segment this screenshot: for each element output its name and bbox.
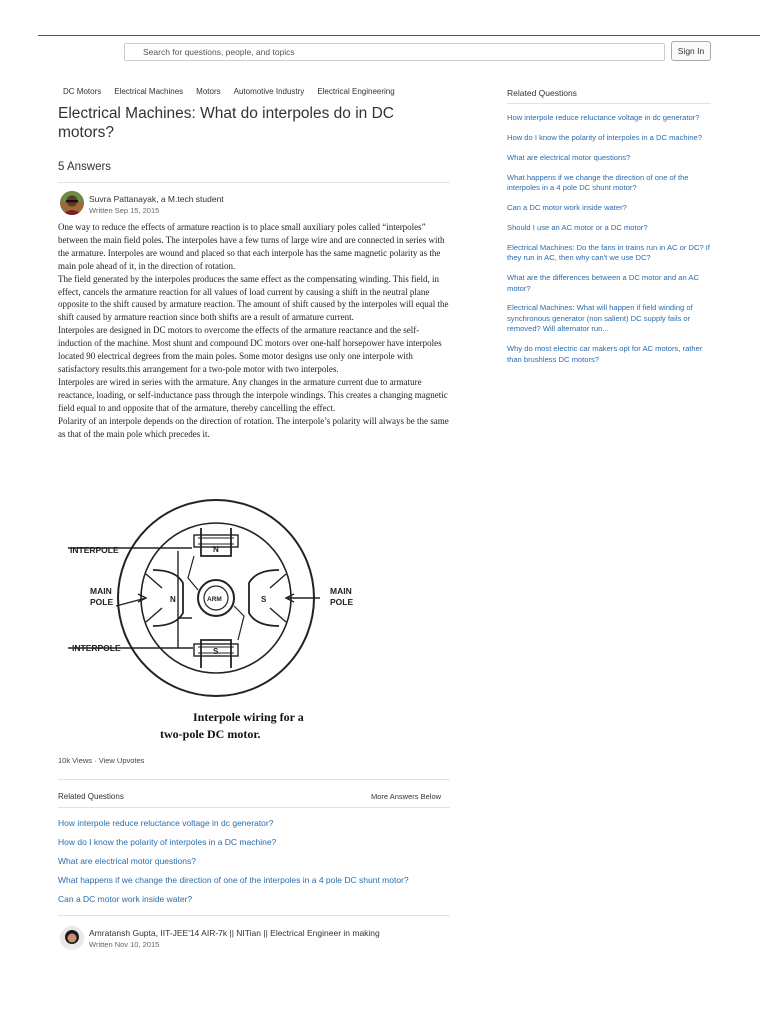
label-main-pole-right: MAIN: [330, 586, 352, 596]
answers-count: 5 Answers: [58, 161, 112, 173]
sign-in-button[interactable]: Sign In: [671, 41, 711, 61]
label-main-pole-right: POLE: [330, 597, 354, 607]
label-interpole-top: INTERPOLE: [70, 545, 119, 555]
sidebar-question-link[interactable]: What are electrical motor questions?: [507, 152, 631, 162]
sidebar-question-link[interactable]: Electrical Machines: What will happen if field winding of synchronous generator (non salient) DC supply fails or removed? Will alternator run...: [507, 303, 693, 334]
related-question-link[interactable]: How do I know the polarity of interpoles in a DC machine?: [58, 837, 277, 847]
question-title[interactable]: Electrical Machines: What do interpoles do in DC motors?: [58, 105, 394, 141]
written-date: Written Sep 15, 2015: [89, 206, 160, 215]
divider: [58, 779, 450, 780]
label-main-pole-left: MAIN: [90, 586, 112, 596]
topic-tags: [63, 87, 395, 96]
written-date: Written Nov 10, 2015: [89, 940, 160, 949]
divider: [58, 915, 450, 916]
sidebar-question-link[interactable]: Should I use an AC motor or a DC motor?: [507, 222, 648, 232]
sidebar-question-link[interactable]: Why do most electric car makers opt for AC motors, rather than brushless DC motors?: [507, 344, 703, 364]
header-accent-line: [38, 35, 760, 36]
avatar[interactable]: [60, 926, 84, 950]
label-main-pole-left: POLE: [90, 597, 114, 607]
answer-paragraph: The field generated by the interpoles produces the same effect as the compensating winding. This field, in effect, cancels the armature reaction for all values of load current by causing a shift in the neutral plane opposite to the shift caused by armature reaction. The amount of shift caused by the interpoles will equal the shift caused by armature reaction since both shifts are a result of armature current.: [58, 273, 449, 323]
sidebar-heading: Related Questions: [507, 88, 577, 98]
related-questions-list: [58, 818, 409, 913]
answer-body: [58, 221, 453, 440]
sidebar-question-link[interactable]: What are the differences between a DC motor and an AC motor?: [507, 273, 699, 293]
answer-paragraph: Interpoles are wired in series with the armature. Any changes in the armature current due to armature reactance, loading, or self-inductance pass through the interpole windings. This creates a changing magnetic field equal to and opposite that of the armature, thereby cancelling the effect.: [58, 376, 448, 413]
answer-paragraph: Polarity of an interpole depends on the direction of rotation. The interpole’s polarity will always be the same as that of the main pole which precedes it.: [58, 415, 449, 439]
divider: [58, 807, 450, 808]
label-pole-n: N: [213, 545, 219, 554]
topic-tag[interactable]: Electrical Engineering: [317, 87, 395, 96]
sidebar-question-link[interactable]: Can a DC motor work inside water?: [507, 203, 627, 213]
avatar[interactable]: [60, 191, 84, 215]
label-interpole-bottom: INTERPOLE: [72, 643, 121, 653]
related-question-link[interactable]: How interpole reduce reluctance voltage in dc generator?: [58, 818, 274, 828]
sidebar-question-link[interactable]: How interpole reduce reluctance voltage in dc generator?: [507, 113, 700, 122]
author-name[interactable]: Suvra Pattanayak, a M.tech student: [89, 194, 224, 204]
sidebar-question-link[interactable]: What happens if we change the direction of one of the interpoles in a 4 pole DC shunt motor?: [507, 172, 689, 193]
divider: [58, 182, 450, 183]
figure-caption: two-pole DC motor.: [160, 727, 261, 741]
sidebar-question-link[interactable]: How do I know the polarity of interpoles in a DC machine?: [507, 132, 703, 142]
label-pole-s: S: [213, 647, 219, 656]
topic-tag[interactable]: Automotive Industry: [233, 87, 305, 96]
sidebar-question-link[interactable]: Electrical Machines: Do the fans in trains run in AC or DC? If they run in AC, then why can't we use DC?: [507, 242, 711, 263]
answer-paragraph: Interpoles are designed in DC motors to overcome the effects of the armature reactance and the self-induction of the machine. Most shunt and compound DC motors over one-half horsepower have interpoles located 90 electrical degrees from the main poles. Some motor designs use only one interpole with satisfactory results.this arrangement for a two-pole motor with two interpoles.: [58, 325, 442, 374]
more-answers-link[interactable]: More Answers Below: [371, 792, 442, 801]
answer-paragraph: One way to reduce the effects of armature reaction is to place small auxiliary poles called “interpoles” between the main field poles. The interpoles have a few turns of large wire and are connected in series with the armature. Interpoles are wound and placed so that each interpole has the same magnetic polarity as the main pole ahead of it, in the direction of rotation.: [58, 222, 445, 271]
topic-tag[interactable]: Motors: [196, 87, 221, 96]
sidebar-related-questions: [507, 113, 712, 375]
divider: [507, 103, 711, 104]
author-name[interactable]: Amratansh Gupta, IIT-JEE'14 AIR-7k || NITian || Electrical Engineer in making: [89, 928, 380, 938]
label-armature: ARM: [207, 596, 222, 603]
related-questions-heading: Related Questions: [58, 792, 124, 801]
topic-tag[interactable]: DC Motors: [63, 87, 102, 96]
label-pole-s: S: [261, 595, 267, 604]
search-input[interactable]: Search for questions, people, and topics: [124, 43, 665, 61]
related-question-link[interactable]: Can a DC motor work inside water?: [58, 894, 193, 904]
label-pole-n: N: [170, 595, 176, 604]
related-question-link[interactable]: What happens if we change the direction of one of the interpoles in a 4 pole DC shunt motor?: [58, 875, 409, 885]
topic-tag[interactable]: Electrical Machines: [114, 87, 184, 96]
figure-caption: Interpole wiring for a: [193, 710, 304, 724]
interpole-diagram: [58, 498, 388, 748]
related-question-link[interactable]: What are electrical motor questions?: [58, 856, 196, 866]
views-upvotes[interactable]: 10k Views · View Upvotes: [58, 756, 145, 765]
